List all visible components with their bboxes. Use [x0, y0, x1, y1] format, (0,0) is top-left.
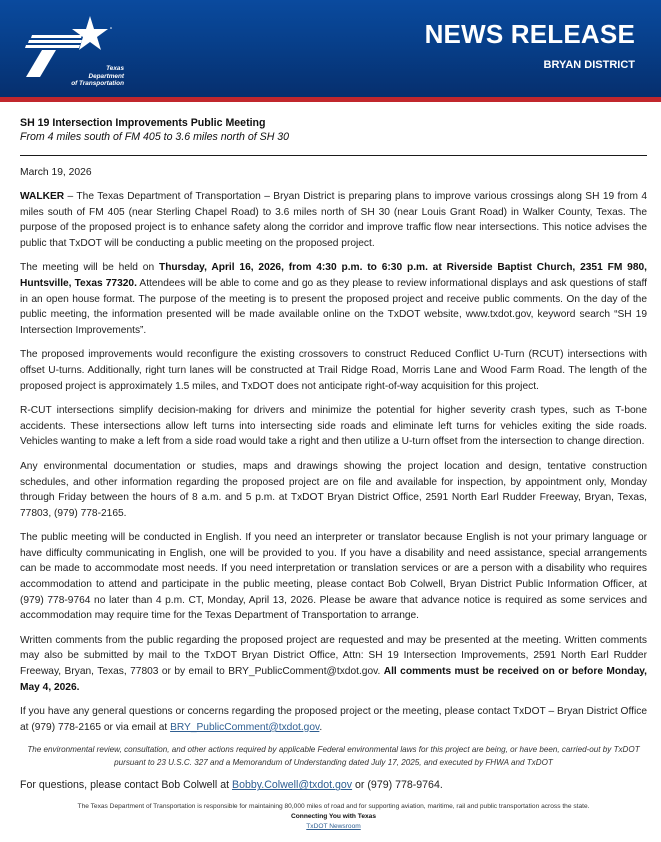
dateline: WALKER — [20, 191, 65, 202]
contact-text: or (979) 778-9764. — [352, 779, 443, 792]
contact-email-link[interactable]: Bobby.Colwell@txdot.gov — [232, 779, 353, 792]
paragraph-text: – The Texas Department of Transportation – Bryan District is preparing plans to improve various crossings along SH 19 from 4 miles south of FM 405 (near Sterling Chapel Road) to 3.6 miles north of SH 30 (near Louis Grant Road) in Walker County, Texas. The purpose of the proposed project is to enhance safety along the corridor and improve traffic flow near intersections. This notice advises the public that TxDOT will be conducting a public meeting on the proposed project. — [20, 191, 647, 249]
meeting-time-location: Thursday, April 16, 2026, from 4:30 p.m. to 6:30 p.m. at Riverside Baptist Church, 2351 FM 980, Huntsville, Texas 77320. — [20, 262, 647, 289]
paragraph-text: Attendees will be able to come and go as they please to review informational displays and ask questions of staff in an open house format. The purpose of the meeting is to present the proposed project and receive public comments. On the day of the public meeting, the information presented will be made available online on the TxDOT website, www.txdot.gov, keyword search “SH 19 Intersection Improvements”. — [20, 277, 647, 336]
paragraph-comments — [20, 633, 647, 695]
accent-stripe — [0, 97, 661, 102]
paragraph-improvements: The proposed improvements would reconfigure the existing crossovers to construct Reduced Conflict U-Turn (RCUT) intersections with offset U-turns. Additionally, right turn lanes will be constructed at Trail Ridge Road, Morris Lane and Wood Farm Road. The length of the proposed project is approximately 1.5 miles, and TxDOT does not anticipate right-of-way acquisition for this project. — [20, 349, 647, 392]
logo-text-line: Department — [88, 72, 124, 80]
logo-wordmark — [66, 65, 124, 88]
paragraph-text: If you have any general questions or concerns regarding the proposed project or the meeting, please contact TxDOT – Bryan District Office at (979) 778-2165 or via email at — [20, 706, 647, 733]
newsroom-link[interactable]: TxDOT Newsroom — [306, 822, 361, 830]
divider — [20, 155, 647, 156]
environmental-note: The environmental review, consultation, and other actions required by applicable Federal environmental laws for this project are being, or have been, carried-out by TxDOT pursuant to 23 U.S.C. 327 and a Memorandum of Understanding dated July 17, 2025, and executed by FHWA and TxDOT — [27, 745, 640, 768]
footer — [20, 802, 647, 831]
release-headline: SH 19 Intersection Improvements Public Meeting — [20, 117, 266, 129]
contact-line — [20, 778, 647, 792]
release-subheadline: From 4 miles south of FM 405 to 3.6 miles north of SH 30 — [20, 131, 290, 143]
header-banner — [0, 0, 661, 97]
paragraph-accessibility: The public meeting will be conducted in English. If you need an interpreter or translator because English is not your primary language or have difficulty communicating in English, one will be provided to you. If you have a disability and need assistance, special arrangements can be made to accommodate most needs. If you need interpretation or translation services or are a person with a disability who requires accommodation to attend and participate in the public meeting, please contact Bob Colwell, Bryan District Public Information Officer, at (979) 778-9764 no later than 4 p.m. CT, Monday, April 13, 2026. Please be aware that advance notice is required as some services and accommodation may require time for the Texas Department of Transportation to arrange. — [20, 532, 647, 622]
paragraph-text: Written comments from the public regarding the proposed project are requested and may be presented at the meeting. Written comments may also be submitted by mail to the TxDOT Bryan District Office, Attn: SH 19 Intersection Improvements, 2591 North Earl Rudder Freeway, Bryan, Texas, 77803 or by email to BRY_PublicComment@txdot.gov. — [20, 634, 647, 678]
paragraph-intro — [20, 189, 647, 251]
release-date: March 19, 2026 — [20, 167, 92, 178]
footer-mission: The Texas Department of Transportation is responsible for maintaining 80,000 miles of road and for supporting aviation, maritime, rail and public transportation across the state. — [77, 803, 590, 811]
paragraph-documentation: Any environmental documentation or studies, maps and drawings showing the project location and design, tentative construction schedules, and other information regarding the proposed project are on file and available for inspection, by appointment only, Monday through Friday between the hours of 8 a.m. and 5 p.m. at TxDOT Bryan District Office, 2591 North Earl Rudder Freeway, Bryan, Texas, 77803, (979) 778-2165. — [20, 460, 647, 519]
logo-text-line: of Transportation — [71, 80, 124, 88]
news-release-title: NEWS RELEASE — [424, 19, 635, 49]
paragraph-text: The meeting will be held on — [20, 262, 159, 274]
comment-deadline: All comments must be received on or before Monday, May 4, 2026. — [20, 666, 647, 693]
paragraph-text: . — [319, 721, 323, 733]
txdot-logo — [20, 14, 124, 88]
public-comment-email-link[interactable]: BRY_PublicComment@txdot.gov — [170, 721, 320, 733]
contact-text: For questions, please contact Bob Colwell at — [20, 779, 232, 792]
paragraph-rcut: R-CUT intersections simplify decision-making for drivers and minimize the potential for higher severity crash types, such as T-bone accidents. These intersections allow left turns into intersecting side roads and eliminate left turns for vehicles exiting the side roads. Vehicles wanting to make a left from a side road would take a right and then utilize a U-turn offset from the intersection to change direction. — [20, 405, 647, 448]
district-label: BRYAN DISTRICT — [543, 59, 635, 71]
paragraph-meeting-details — [20, 260, 647, 338]
footer-slogan: Connecting You with Texas — [291, 813, 376, 820]
logo-text-line: Texas — [106, 65, 124, 72]
paragraph-questions — [20, 704, 647, 735]
release-body — [20, 116, 647, 831]
